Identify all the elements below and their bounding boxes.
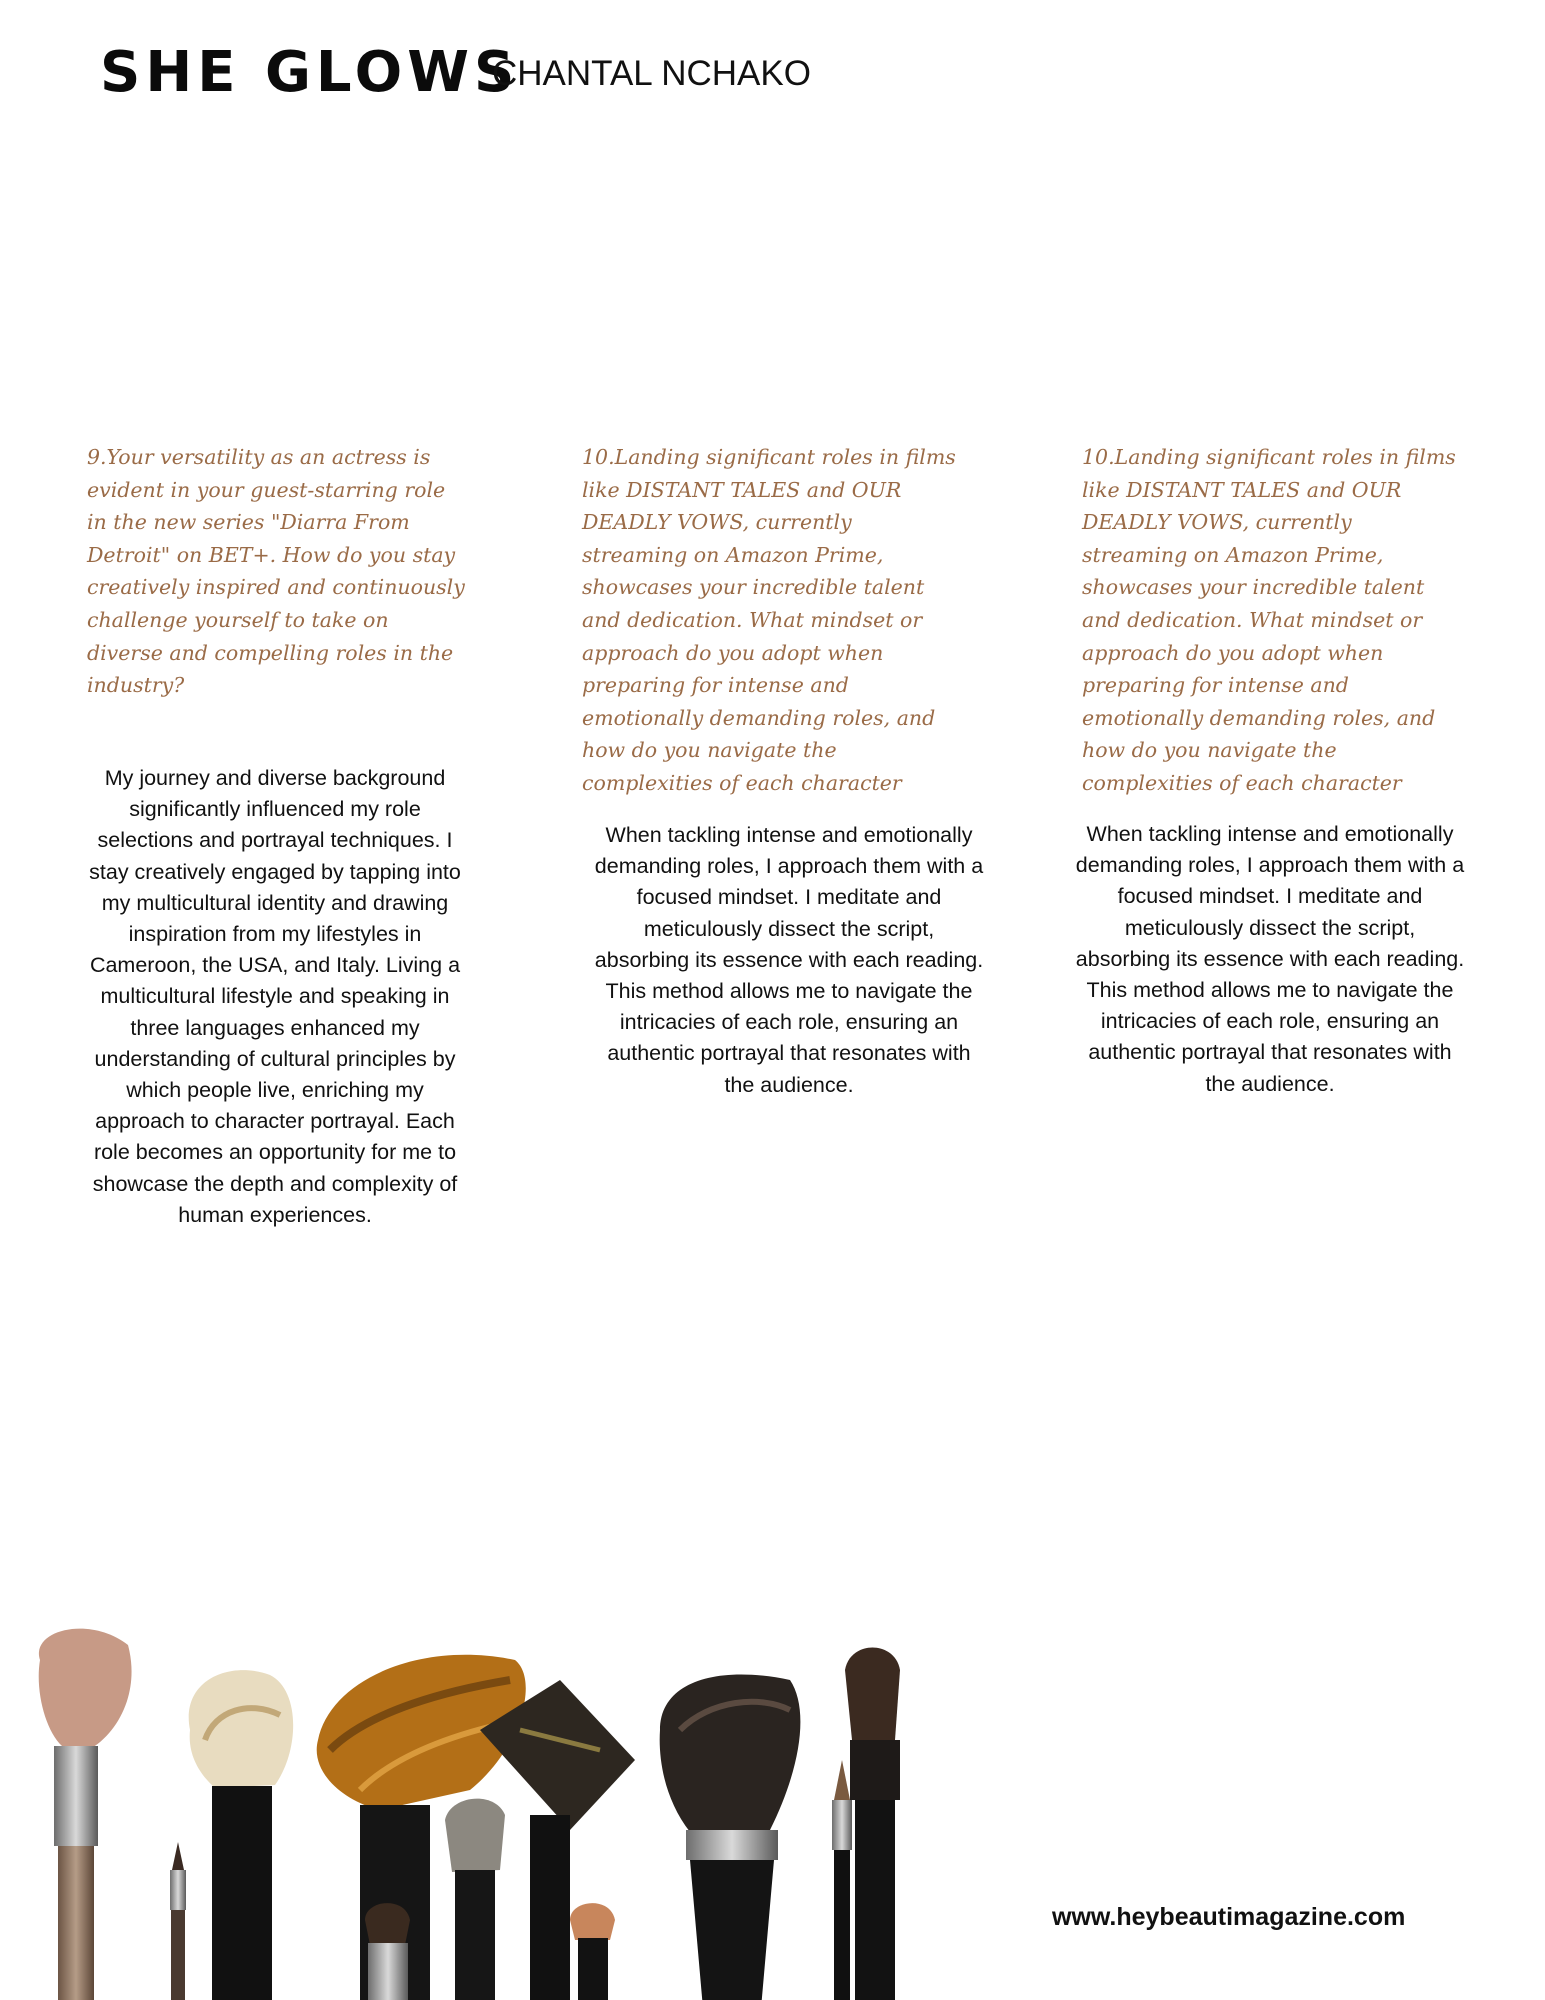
answer-9: My journey and diverse background significantly influenced my role selections and portrayal techniques. I stay creatively engaged by tapping into my multicultural identity and drawing inspiration from my lifestyles in Cameroon, the USA, and Italy. Living a multicultural lifestyle and speaking in three languages enhanced my understanding of cultural principles by which people live, enriching my approach to character portrayal. Each role becomes an opportunity for me to showcase the depth and complexity of human experiences. bbox=[89, 766, 461, 1227]
detail-brush-icon bbox=[445, 1799, 505, 2000]
question-10-right: 10.Landing significant roles in films like DISTANT TALES and OUR DEADLY VOWS, currently streaming on Amazon Prime, showcases your incredible talent and dedication. What mindset or approach do you adopt when preparing for intense and emotionally demanding roles, and how do you navigate the complexities of each character bbox=[1082, 445, 1456, 795]
interviewee-name: CHANTAL NCHAKO bbox=[492, 54, 811, 93]
answer-10-middle: When tackling intense and emotionally demanding roles, I approach them with a focused mindset. I meditate and meticulously dissect the script, absorbing its essence with each reading. This method allows me to navigate the intricacies of each role, ensuring an authentic portrayal that resonates with the audience. bbox=[594, 823, 984, 1097]
magazine-section-title: SHE GLOWS bbox=[100, 40, 520, 105]
question-10-middle: 10.Landing significant roles in films like DISTANT TALES and OUR DEADLY VOWS, currently streaming on Amazon Prime, showcases your incredible talent and dedication. What mindset or approach do you adopt when preparing for intense and emotionally demanding roles, and how do you navigate the complexities of each character bbox=[582, 445, 956, 795]
question-9: 9.Your versatility as an actress is evident in your guest-starring role in the new series "Diarra From Detroit" on BET+. How do you stay creatively inspired and continuously challenge yourself to take on diverse and compelling roles in the industry? bbox=[87, 445, 465, 698]
tall-brush-icon bbox=[845, 1648, 900, 2000]
kabuki-brush-icon bbox=[660, 1674, 801, 2000]
powder-brush-icon bbox=[189, 1670, 293, 2000]
answer-10-right: When tackling intense and emotionally demanding roles, I approach them with a focused mindset. I meditate and meticulously dissect the script, absorbing its essence with each reading. This method allows me to navigate the intricacies of each role, ensuring an authentic portrayal that resonates with the audience. bbox=[1075, 822, 1465, 1096]
eyeshadow-brush-icon bbox=[365, 1903, 410, 2000]
small-peach-brush-icon bbox=[570, 1903, 615, 2000]
angled-fan-brush-icon bbox=[480, 1680, 635, 2000]
magazine-website-url[interactable]: www.heybeautimagazine.com bbox=[1052, 1903, 1406, 1931]
thin-brush-icon bbox=[832, 1760, 852, 2000]
blush-brush-icon bbox=[39, 1629, 132, 2000]
liner-brush-icon bbox=[170, 1842, 186, 2000]
makeup-brushes-illustration bbox=[0, 1620, 940, 2000]
